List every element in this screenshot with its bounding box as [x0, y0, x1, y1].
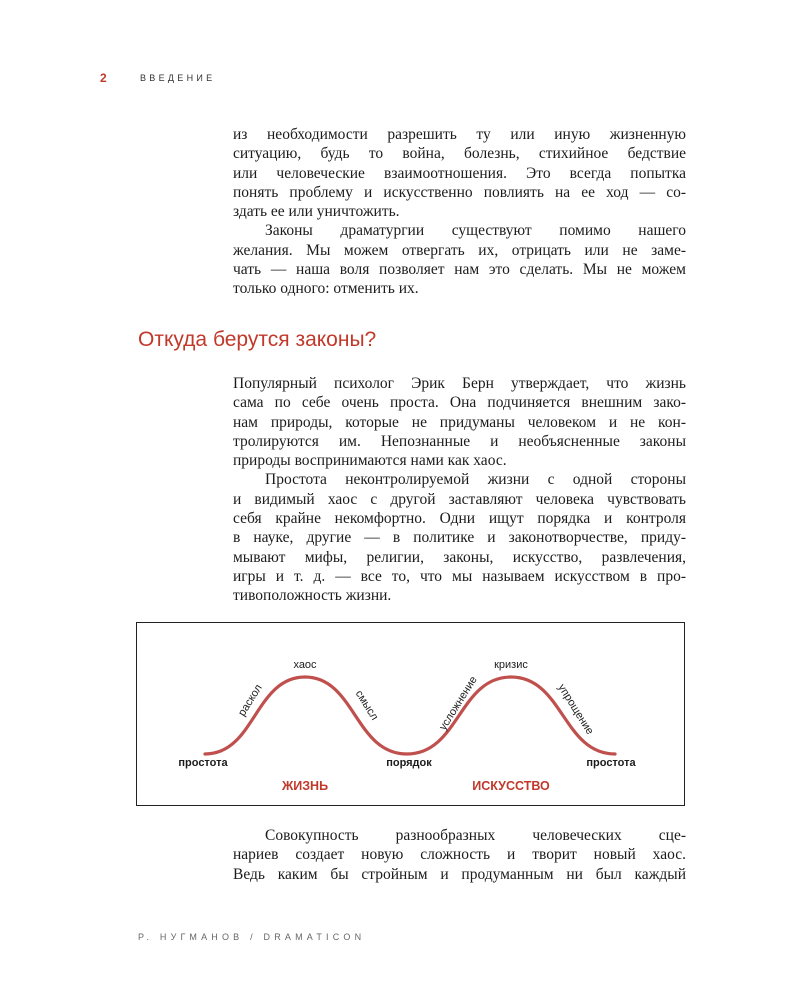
bottom-paragraph [233, 826, 686, 884]
text-line: тролируются им. Непознанные и необъясненные законы [233, 432, 686, 450]
text-line: желания. Мы можем отвергать их, отрицать или не заме- [233, 241, 686, 259]
top-paragraphs [233, 125, 686, 299]
label-simplicity-left: простота [178, 757, 228, 769]
text-line: нам природы, которые не придуманы человеком и не кон- [233, 413, 686, 431]
text-line: в науке, другие — в политике и законотворчестве, приду- [233, 529, 686, 547]
label-meaning: смысл [352, 688, 381, 723]
text-line: ситуацию, будь то война, болезнь, стихийное бедствие [233, 145, 686, 163]
text-line: тивоположность жизни. [233, 587, 392, 605]
text-line: Ведь каким бы стройным и продуманным ни был каждый [233, 865, 686, 883]
label-art: ИСКУССТВО [472, 779, 550, 793]
text-line: из необходимости разрешить ту или иную жизненную [233, 126, 686, 143]
text-line: здать ее или уничтожить. [233, 203, 400, 221]
text-line: или человеческие взаимоотношения. Это всегда попытка [233, 164, 686, 182]
text-line: Законы драматургии существуют помимо нашего [265, 222, 686, 240]
text-line: природы воспринимаются нами как хаос. [233, 452, 507, 470]
text-line: нариев создает новую сложность и творит новый хаос. [233, 846, 686, 864]
middle-paragraphs [233, 374, 686, 606]
label-simplification: упрощение [555, 682, 596, 737]
text-line: Совокупность разнообразных человеческих сце- [265, 827, 686, 844]
running-footer: Р. НУГМАНОВ / DRAMATICON [138, 932, 366, 942]
life-art-diagram [136, 622, 685, 806]
text-line: мывают мифы, религии, законы, искусство, развлечения, [233, 548, 686, 566]
text-line: только одного: отменить их. [233, 280, 419, 298]
section-heading: Откуда берутся законы? [138, 328, 377, 351]
text-line: игры и т. д. — все то, что мы называем искусством в про- [233, 567, 686, 585]
label-life: ЖИЗНЬ [281, 779, 329, 793]
label-crisis: кризис [494, 659, 528, 671]
text-line: Простота неконтролируемой жизни с одной стороны [265, 471, 686, 489]
wave-curve [205, 677, 615, 754]
text-line: себя крайне некомфортно. Одни ищут порядка и контроля [233, 510, 686, 528]
text-line: и видимый хаос с другой заставляют человека чувствовать [233, 490, 686, 508]
section-label: ВВЕДЕНИЕ [140, 73, 216, 83]
text-line: понять проблему и искусственно повлиять на ее ход — со- [233, 183, 686, 201]
label-order: порядок [386, 757, 432, 769]
page-number: 2 [100, 71, 107, 85]
text-line: чать — наша воля позволяет нам это сделать. Мы не можем [233, 261, 686, 279]
label-chaos: хаос [293, 659, 317, 671]
label-split: раскол [236, 682, 265, 719]
text-line: Популярный психолог Эрик Берн утверждает, что жизнь [233, 375, 686, 392]
running-header [100, 71, 215, 85]
label-simplicity-right: простота [586, 757, 636, 769]
text-line: сама по себе очень проста. Она подчиняется внешним зако- [233, 394, 686, 412]
label-complication: усложнение [437, 674, 480, 733]
diagram-svg [137, 623, 686, 807]
